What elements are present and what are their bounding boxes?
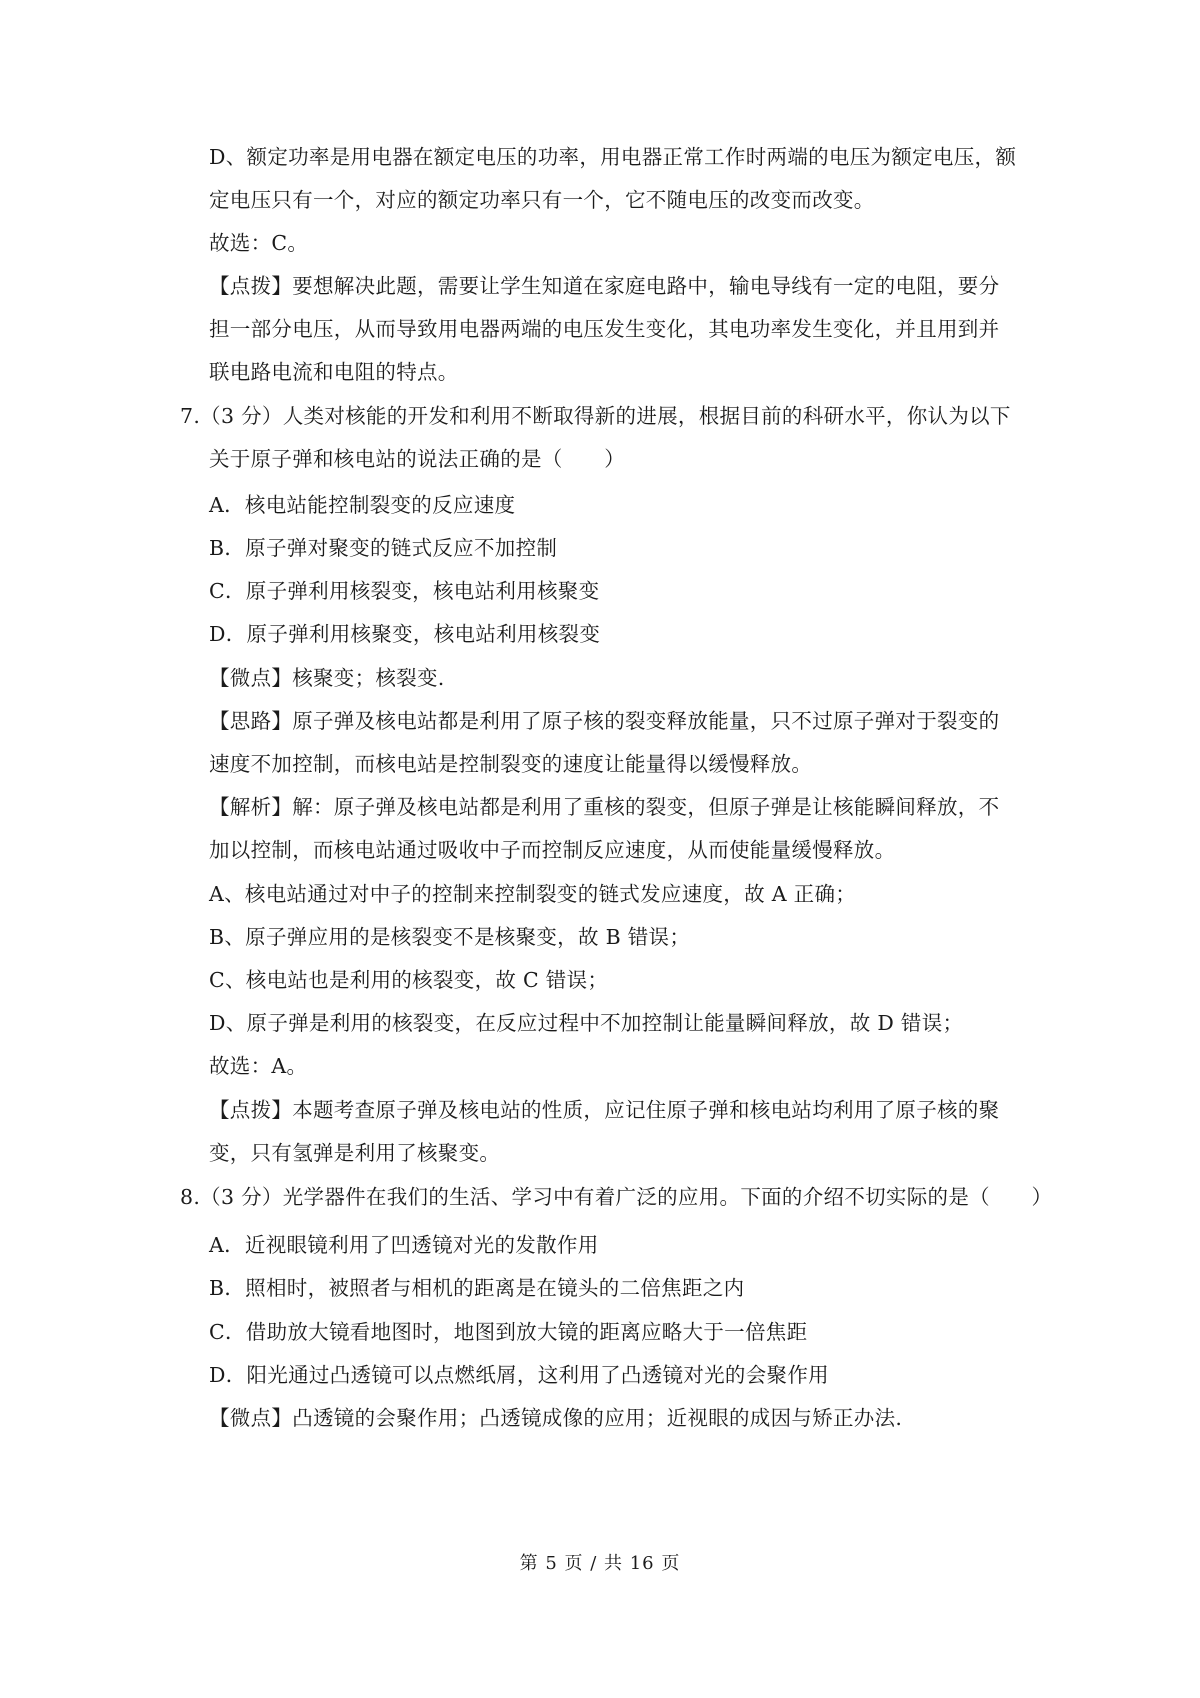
question-8-option-d: D．阳光通过凸透镜可以点燃纸屑，这利用了凸透镜对光的会聚作用 <box>209 1363 829 1387</box>
question-7-idea-line: 速度不加控制，而核电站是控制裂变的速度让能量得以缓慢释放。 <box>209 752 813 776</box>
question-8-option-c: C．借助放大镜看地图时，地图到放大镜的距离应略大于一倍焦距 <box>209 1320 808 1344</box>
question-7-number: 7. <box>180 404 201 428</box>
prev-tip-line: 联电路电流和电阻的特点。 <box>209 360 459 384</box>
question-7-option-a: A．核电站能控制裂变的反应速度 <box>209 493 516 517</box>
question-7-stem <box>180 402 1011 430</box>
question-7-stem-cont: 关于原子弹和核电站的说法正确的是（ ） <box>209 447 625 471</box>
question-8-option-b: B．照相时，被照者与相机的距离是在镜头的二倍焦距之内 <box>209 1276 745 1300</box>
prev-answer-line: D、额定功率是用电器在额定电压的功率，用电器正常工作时两端的电压为额定电压，额 <box>209 145 1017 169</box>
question-7-answer: 故选：A。 <box>209 1054 308 1078</box>
question-7-stem-text: （3 分）人类对核能的开发和利用不断取得新的进展，根据目前的科研水平，你认为以下 <box>200 404 1011 428</box>
question-8-stem-text: （3 分）光学器件在我们的生活、学习中有着广泛的应用。下面的介绍不切实际的是（ ） <box>200 1185 1053 1209</box>
question-7-idea-line: 【思路】原子弹及核电站都是利用了原子核的裂变释放能量，只不过原子弹对于裂变的 <box>209 709 1000 733</box>
question-7-option-c: C．原子弹利用核裂变，核电站利用核聚变 <box>209 579 600 603</box>
question-8-point: 【微点】凸透镜的会聚作用；凸透镜成像的应用；近视眼的成因与矫正办法. <box>209 1406 903 1430</box>
question-7-point: 【微点】核聚变；核裂变. <box>209 666 445 690</box>
question-7-tip-line: 【点拨】本题考查原子弹及核电站的性质，应记住原子弹和核电站均利用了原子核的聚 <box>209 1098 1000 1122</box>
question-7-analysis-line: 【解析】解：原子弹及核电站都是利用了重核的裂变，但原子弹是让核能瞬间释放，不 <box>209 795 1000 819</box>
page-footer: 第 5 页 / 共 16 页 <box>519 1553 681 1574</box>
question-8-stem <box>180 1183 1052 1211</box>
question-7-analysis-line: C、核电站也是利用的核裂变，故 C 错误； <box>209 968 609 992</box>
prev-answer-line: 定电压只有一个，对应的额定功率只有一个，它不随电压的改变而改变。 <box>209 188 875 212</box>
question-7-analysis-line: 加以控制，而核电站通过吸收中子而控制反应速度，从而使能量缓慢释放。 <box>209 838 896 862</box>
prev-answer-choice: 故选：C。 <box>209 231 309 255</box>
question-8-number: 8. <box>180 1185 201 1209</box>
question-8-option-a: A．近视眼镜利用了凹透镜对光的发散作用 <box>209 1233 599 1257</box>
prev-tip-line: 担一部分电压，从而导致用电器两端的电压发生变化，其电功率发生变化，并且用到并 <box>209 317 1000 341</box>
question-7-analysis-line: D、原子弹是利用的核裂变，在反应过程中不加控制让能量瞬间释放，故 D 错误； <box>209 1011 964 1035</box>
question-7-tip-line: 变，只有氢弹是利用了核聚变。 <box>209 1141 501 1165</box>
question-7-analysis-line: B、原子弹应用的是核裂变不是核聚变，故 B 错误； <box>209 925 691 949</box>
question-7-analysis-line: A、核电站通过对中子的控制来控制裂变的链式发应速度，故 A 正确； <box>209 882 857 906</box>
prev-tip-line: 【点拨】要想解决此题，需要让学生知道在家庭电路中，输电导线有一定的电阻，要分 <box>209 274 1000 298</box>
question-7-option-b: B．原子弹对聚变的链式反应不加控制 <box>209 536 558 560</box>
question-7-option-d: D．原子弹利用核聚变，核电站利用核裂变 <box>209 622 601 646</box>
